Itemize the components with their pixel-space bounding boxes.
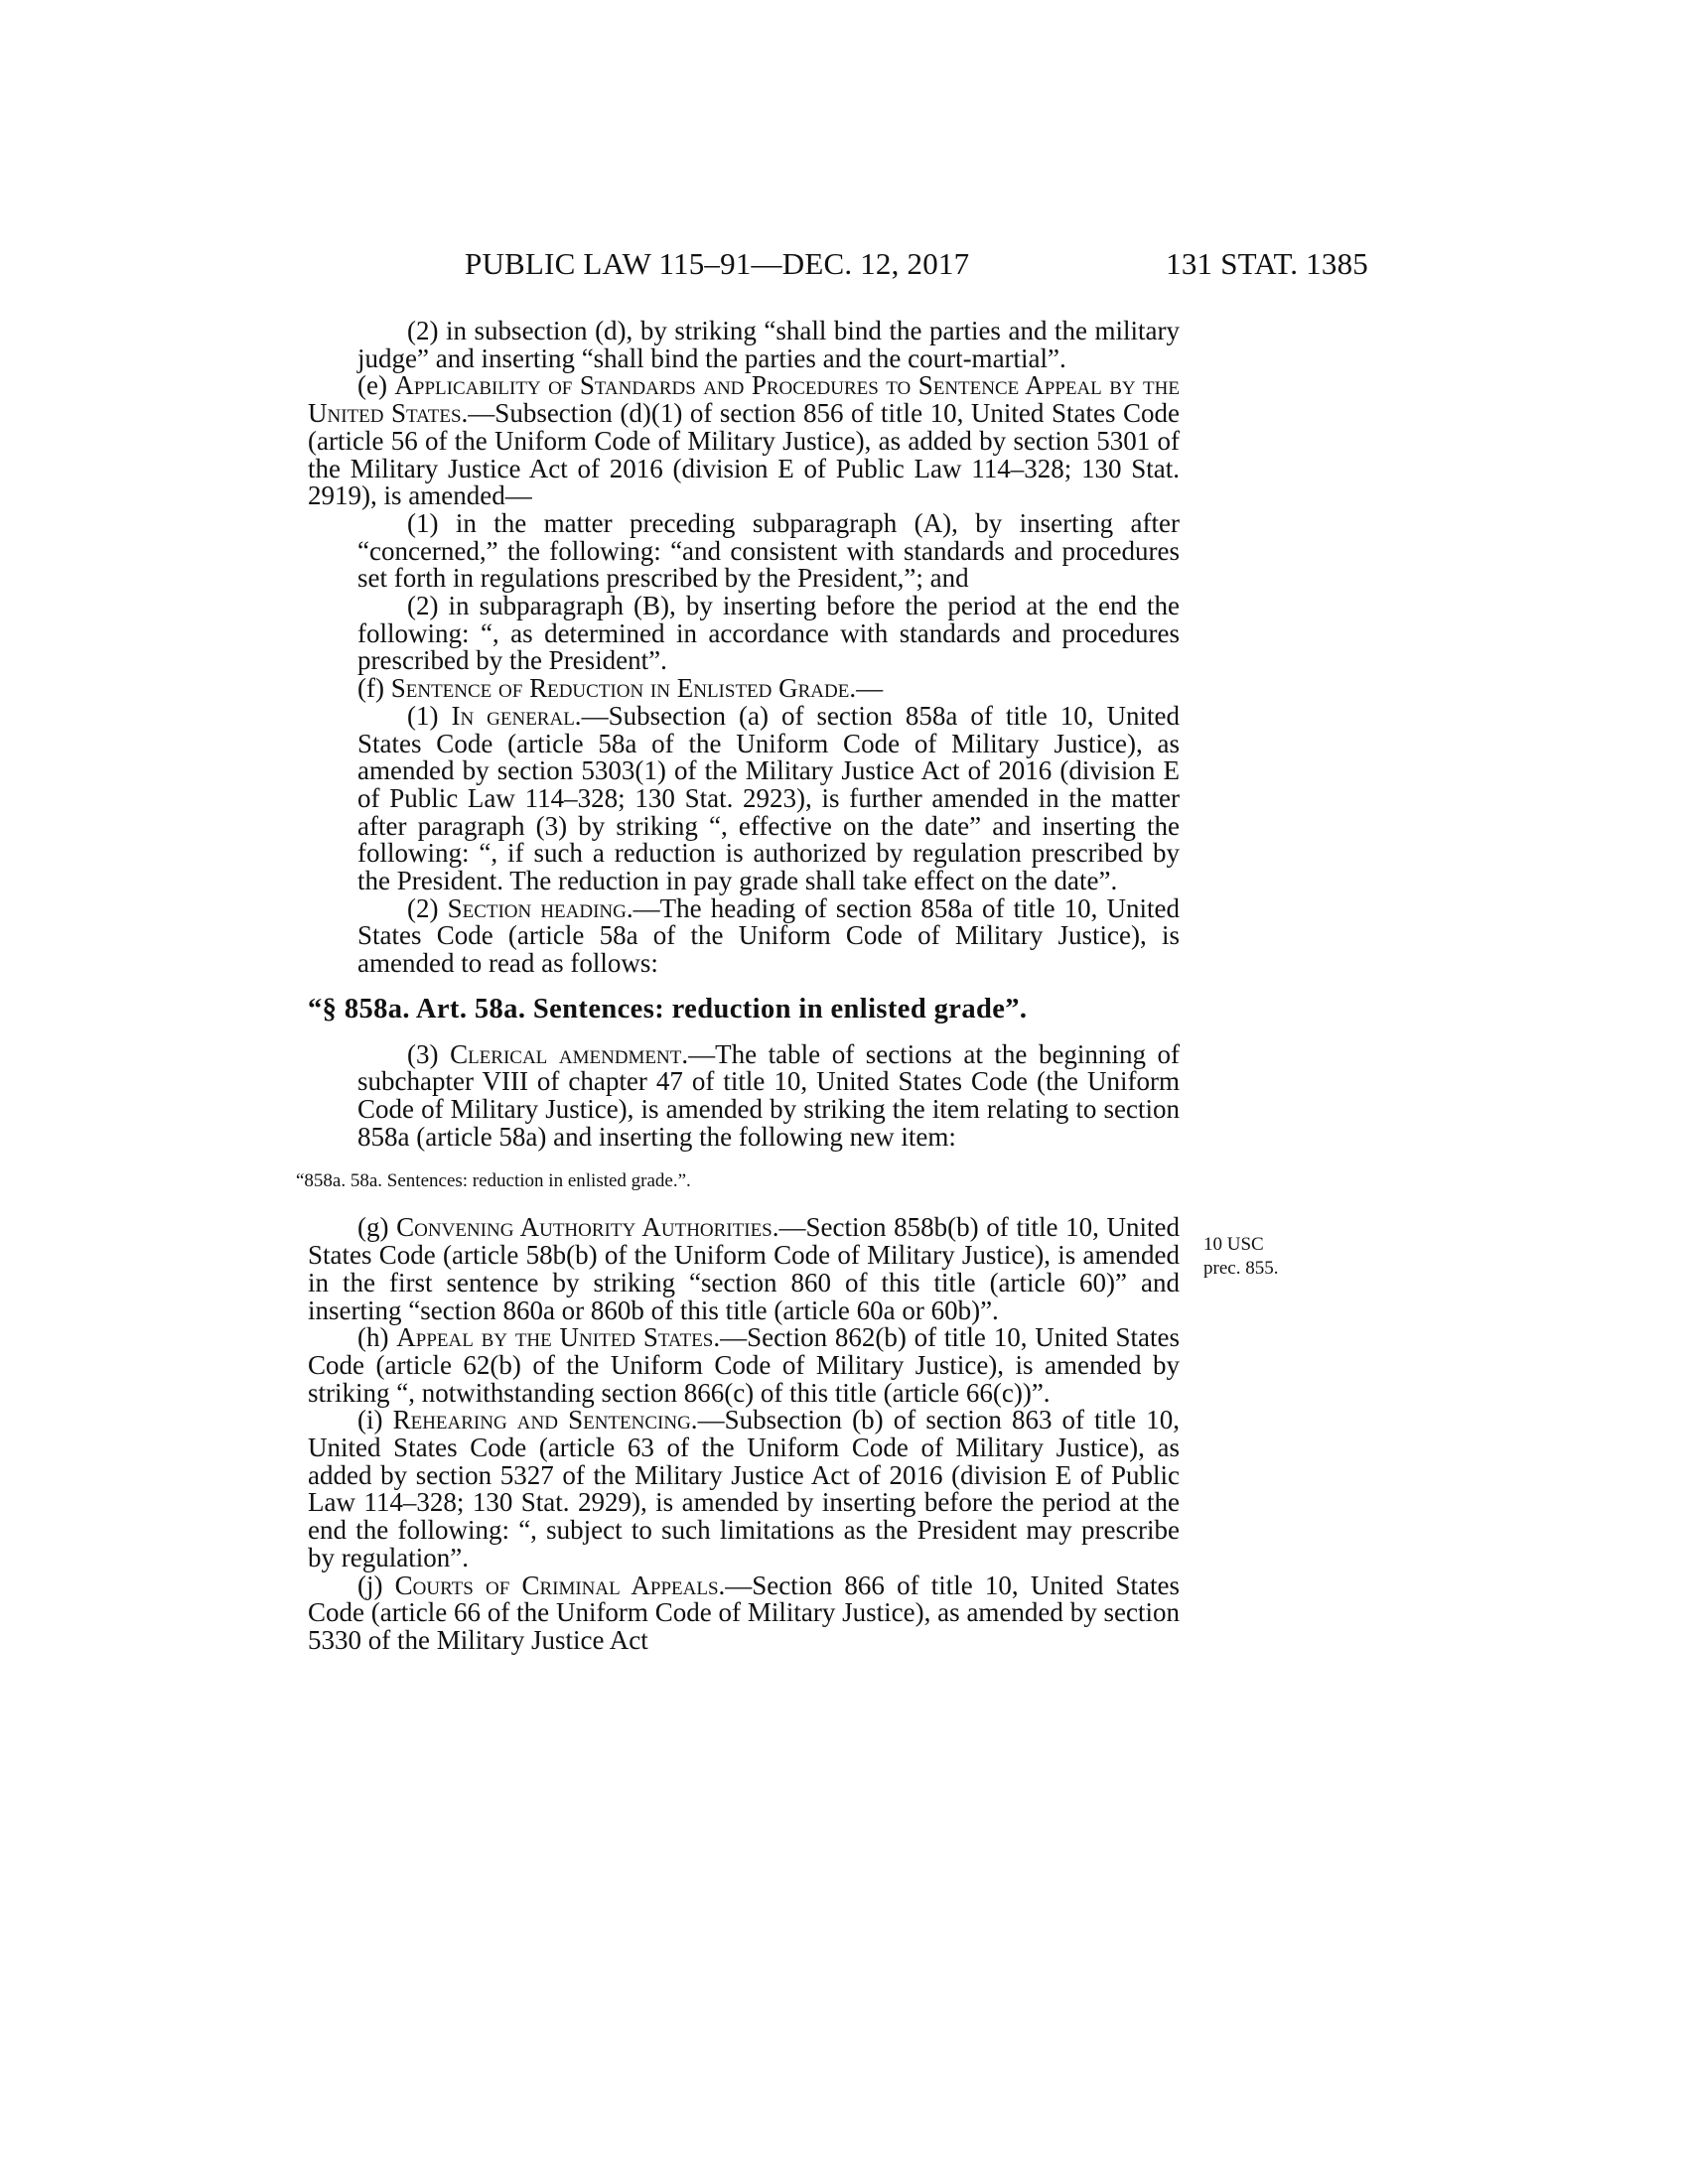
paragraph-h-label: (h) — [357, 1322, 397, 1353]
margin-note-line-1: 10 USC — [1203, 1234, 1264, 1255]
paragraph-e-label: (e) — [357, 370, 395, 401]
paragraph-i-text: —Subsection (b) of section 863 of title 10, United States Code (article 63 of the Uniform Code of Military Justice), as added by section 5327 of the Military Justice Act of 2016 (division E of Public Law 114–328; 130 Stat. 2929), is amended by inserting before the period at the end the following: “, subject to such limitations as the President may prescribe by regulation”. — [308, 1405, 1180, 1572]
paragraph-j-label: (j) — [357, 1570, 395, 1600]
paragraph-f2-heading: Section heading. — [447, 892, 633, 923]
paragraph-f — [308, 675, 1180, 703]
paragraph-e-text: —Subsection (d)(1) of section 856 of title 10, United States Code (article 56 of the Uniform Code of Military Justice), as added by section 5301 of the Military Justice Act of 2016 (division E of Public Law 114–328; 130 Stat. 2919), is amended— — [308, 398, 1180, 511]
margin-note-line-2: prec. 855. — [1203, 1258, 1279, 1279]
paragraph-f1 — [308, 700, 1180, 896]
paragraph-f-label: (f) — [357, 673, 391, 704]
section-heading-858a: “§ 858a. Art. 58a. Sentences: reduction in enlisted grade”. — [308, 993, 1028, 1024]
paragraph-f1-text: —Subsection (a) of section 858a of title 10, United States Code (article 58a of the Uniform Code of Military Justice), as amended by section 5303(1) of the Military Justice Act of 2016 (division E of Public Law 114–328; 130 Stat. 2923), is further amended in the matter after paragraph (3) by striking “, effective on the date” and inserting the following: “, if such a reduction is authorized by regulation prescribed by the President. The reduction in pay grade shall take effect on the date”. — [357, 700, 1180, 896]
header-title: PUBLIC LAW 115–91—DEC. 12, 2017 — [465, 246, 970, 281]
paragraph-g-heading: Convening Authority Authorities. — [396, 1212, 779, 1243]
paragraph-g-label: (g) — [357, 1212, 397, 1243]
paragraph-f1-label: (1) — [407, 700, 452, 731]
paragraph-h-text: —Section 862(b) of title 10, United States Code (article 62(b) of the Uniform Code of Military Justice), is amended by striking “, notwithstanding section 866(c) of this title (article 66(c))”. — [308, 1322, 1181, 1408]
paragraph-f-heading: Sentence of Reduction in Enlisted Grade. — [390, 673, 857, 704]
paragraph-h — [308, 1324, 1180, 1407]
paragraph-e-heading: Applicability of Standards and Procedures to Sentence Appeal by the United States. — [308, 370, 1180, 429]
page-header — [0, 244, 1688, 284]
header-stat-citation: 131 STAT. 1385 — [1166, 246, 1368, 281]
paragraph-j-heading: Courts of Criminal Appeals. — [394, 1570, 726, 1600]
paragraph-f2 — [308, 892, 1180, 979]
paragraph-f-text: — — [856, 673, 884, 704]
paragraph-i-heading: Rehearing and Sentencing. — [392, 1405, 698, 1435]
paragraph-e — [308, 372, 1180, 510]
paragraph-e2: (2) in subparagraph (B), by inserting before the period at the end the following: “, as determined in accordance with standards and procedures prescribed by the President”. — [357, 591, 1180, 676]
paragraph-g — [308, 1214, 1180, 1324]
paragraph-f2-label: (2) — [407, 892, 448, 923]
margin-note-usc-citation — [1203, 1233, 1313, 1281]
paragraph-f3-text: —The table of sections at the beginning of subchapter VIII of chapter 47 of title 10, United States Code (the Uniform Code of Military Justice), is amended by striking the item relating to section 858a (article 58a) and inserting the following new item: — [357, 1038, 1181, 1152]
paragraph-h-heading: Appeal by the United States. — [396, 1322, 721, 1353]
paragraph-e1: (1) in the matter preceding subparagraph (A), by inserting after “concerned,” the following: “and consistent with standards and procedures set forth in regulations prescribed by the President,”; and — [357, 507, 1180, 594]
paragraph-j-text: —Section 866 of title 10, United States Code (article 66 of the Uniform Code of Military Justice), as amended by section 5330 of the Military Justice Act — [308, 1570, 1180, 1655]
paragraph-j — [308, 1572, 1180, 1655]
paragraph-f3-label: (3) — [407, 1038, 451, 1069]
paragraph-i — [308, 1407, 1180, 1571]
paragraph-i-label: (i) — [357, 1405, 393, 1435]
paragraph-f2-text: —The heading of section 858a of title 10, United States Code (article 58a of the Uniform Code of Military Justice), is amended to read as follows: — [357, 892, 1180, 979]
document-body — [296, 316, 1181, 1655]
table-of-sections-item: “858a. 58a. Sentences: reduction in enlisted grade.”. — [296, 1170, 691, 1192]
paragraph-f3-heading: Clerical amendment. — [450, 1038, 689, 1069]
paragraph-g-text: —Section 858b(b) of title 10, United States Code (article 58b(b) of the Uniform Code of Military Justice), is amended in the first sentence by striking “section 860 of this title (article 60)” and inserting “section 860a or 860b of this title (article 60a or 60b)”. — [308, 1212, 1181, 1325]
paragraph-d2: (2) in subsection (d), by striking “shall bind the parties and the military judge” and inserting “shall bind the parties and the court-martial”. — [357, 316, 1180, 373]
paragraph-f1-heading: In general. — [451, 700, 582, 731]
paragraph-f3 — [308, 1038, 1181, 1152]
